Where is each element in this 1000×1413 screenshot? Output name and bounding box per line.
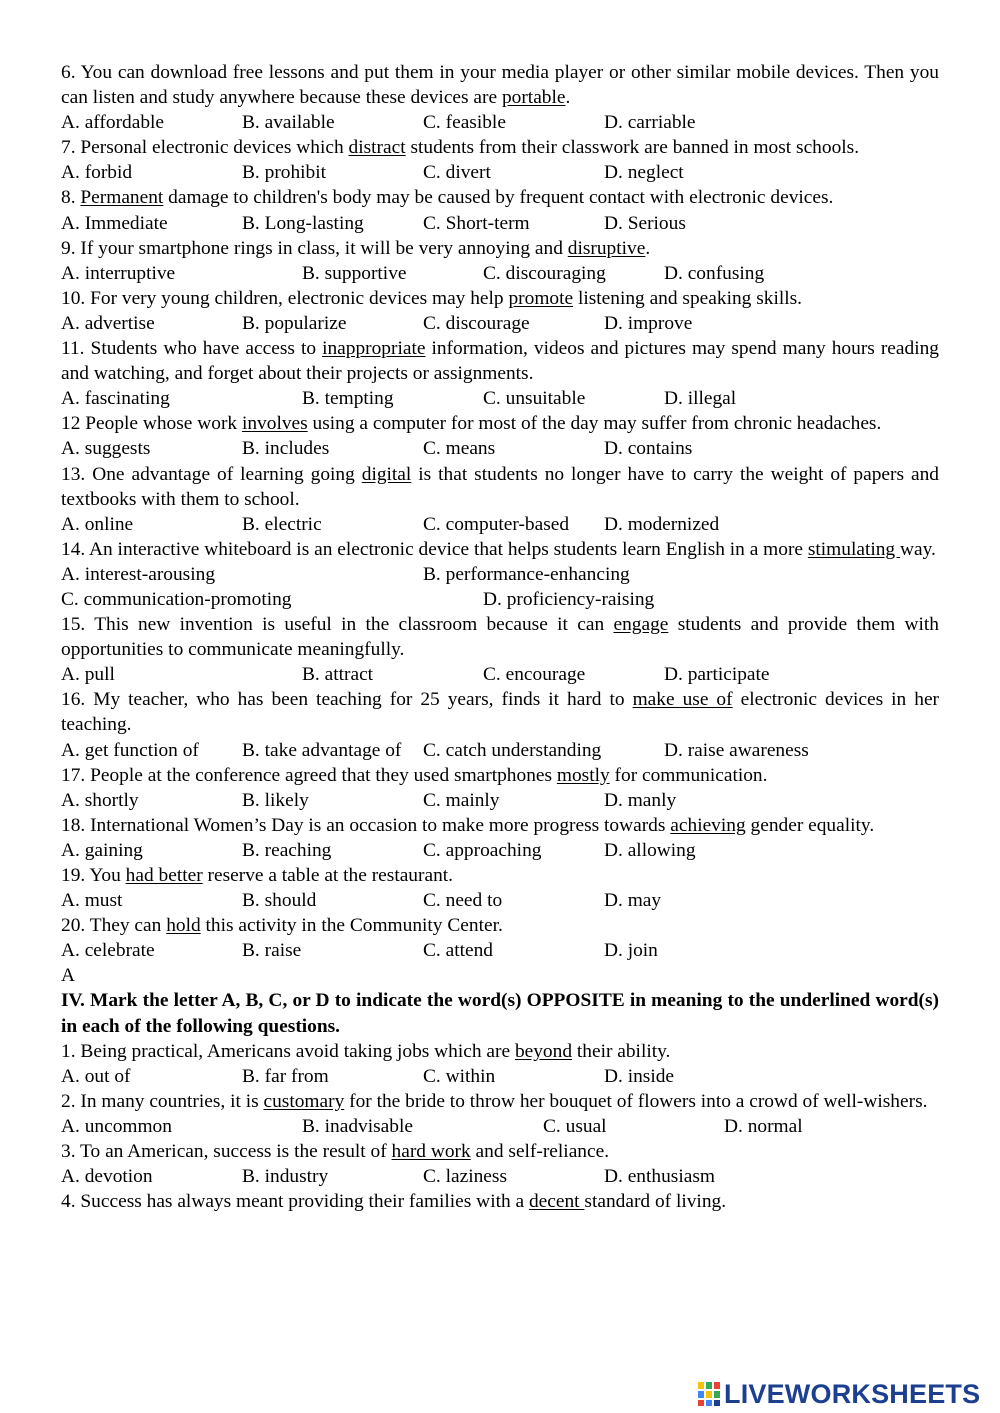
worksheet-content [61,60,939,1214]
answer-options [61,261,939,286]
opposite-question-4 [61,1189,939,1214]
option-d[interactable]: D. may [604,890,662,912]
option-c[interactable]: C. within [423,1065,496,1087]
stem-text: 8. [61,187,81,209]
opposite-question-1 [61,1039,939,1089]
answer-options [61,436,939,461]
stray-letter: A [61,965,76,987]
stem-text: electronic devices in her teaching. [61,689,940,736]
stem-text: 16. My teacher, who has been teaching for 25 years, finds it hard to [61,689,633,711]
stem-text: 9. If your smartphone rings in class, it will be very annoying and [61,237,568,259]
option-b[interactable]: B. inadvisable [302,1115,413,1137]
underlined-word: inappropriate [322,338,426,360]
answer-options [61,662,939,687]
question-stem [61,60,939,110]
answer-options [61,512,939,537]
question-stem [61,336,939,386]
option-c[interactable]: C. unsuitable [483,388,586,410]
answer-options [61,788,939,813]
option-d[interactable]: D. carriable [604,112,696,134]
option-c[interactable]: C. laziness [423,1166,508,1188]
underlined-word: had better [125,865,203,886]
option-d[interactable]: D. join [604,940,658,962]
underlined-word: hard work [391,1141,471,1163]
question-stem [61,863,939,888]
option-b[interactable]: B. tempting [302,388,394,410]
underlined-word: decent [528,1191,585,1213]
option-d[interactable]: D. manly [604,789,677,811]
question-stem [61,687,939,737]
stem-text: their ability. [572,1040,671,1062]
question-stem [61,913,939,938]
question-18 [61,813,939,863]
answer-options [61,386,939,411]
option-b[interactable]: B. should [242,890,317,912]
stem-text: 15. This new invention is useful in the classroom because it can [61,614,614,636]
question-17 [61,763,939,813]
answer-options [61,587,939,612]
option-d[interactable]: D. allowing [604,839,696,861]
underlined-word: involves [241,413,308,435]
answer-options [61,311,939,336]
option-b[interactable]: B. take advantage of [242,739,402,761]
question-stem [61,135,939,160]
option-a[interactable]: A. affordable [61,112,165,134]
answer-options [61,1164,939,1189]
option-a[interactable]: A. shortly [61,789,139,811]
stem-text: for the bride to throw her bouquet of flowers into a crowd of well-wishers. [344,1090,928,1112]
underlined-word: engage [613,614,669,636]
question-stem [61,462,939,512]
option-c[interactable]: C. attend [423,940,494,962]
question-stem [61,1039,939,1064]
underlined-word: customary [263,1090,345,1112]
option-c[interactable]: C. usual [543,1115,607,1137]
opposite-question-3 [61,1139,939,1189]
option-d[interactable]: D. raise awareness [664,739,809,761]
stem-text: 20. They can [61,915,167,937]
stem-text: 2. In many countries, it is [61,1090,264,1112]
option-a[interactable]: A. gaining [61,839,143,861]
question-19 [61,863,939,913]
question-stem [61,1139,939,1164]
option-c[interactable]: C. catch understanding [423,739,602,761]
option-c[interactable]: C. discourage [423,312,530,334]
question-stem [61,286,939,311]
question-stem [61,537,939,562]
question-stem [61,612,939,662]
option-d[interactable]: D. inside [604,1065,675,1087]
option-a[interactable]: A. uncommon [61,1115,172,1137]
stem-text: way. [899,538,936,560]
stem-text: using a computer for most of the day may suffer from chronic headaches. [307,413,882,435]
question-15 [61,612,939,687]
option-a[interactable]: A. celebrate [61,940,155,962]
stem-text: 13. One advantage of learning going [61,463,362,485]
underlined-word: make use of [632,689,733,711]
question-stem [61,1189,939,1214]
stem-text: standard of living. [584,1191,727,1213]
stem-text: students and provide them with opportunities to communicate meaningfully. [61,614,939,661]
section-iv-heading: IV. Mark the letter A, B, C, or D to indicate the word(s) OPPOSITE in meaning to the underlined word(s) in each of the following questions. [61,990,939,1037]
stem-text: 10. For very young children, electronic devices may help [61,287,509,309]
question-20 [61,913,939,963]
option-b[interactable]: B. electric [242,513,322,535]
stem-text: for communication. [609,764,768,786]
question-stem [61,813,939,838]
answer-options [61,938,939,963]
answer-options [61,562,939,587]
underlined-word: promote [508,287,574,309]
question-stem [61,1089,939,1114]
stem-text: this activity in the Community Center. [200,915,503,937]
answer-options [61,838,939,863]
option-c[interactable]: C. Short-term [423,212,530,234]
option-d[interactable]: D. enthusiasm [604,1166,715,1188]
answer-options [61,738,939,763]
option-d[interactable]: D. proficiency-raising [483,588,655,610]
answer-options [61,1114,939,1139]
underlined-word: stimulating [807,538,900,560]
option-d[interactable]: D. participate [664,664,770,686]
question-13 [61,462,939,537]
option-d[interactable]: D. improve [604,312,693,334]
stem-text: 19. You [61,865,126,886]
underlined-word: disruptive [567,237,646,259]
option-b[interactable]: B. supportive [302,262,407,284]
question-14 [61,537,939,612]
option-a[interactable]: A. pull [61,664,115,686]
underlined-word: digital [361,463,412,485]
answer-options [61,110,939,135]
option-a[interactable]: A. online [61,513,134,535]
question-10 [61,286,939,336]
option-d[interactable]: D. confusing [664,262,765,284]
underlined-word: portable [501,87,566,109]
option-b[interactable]: B. performance-enhancing [423,563,630,585]
option-c[interactable]: C. computer-based [423,513,570,535]
option-b[interactable]: B. popularize [242,312,347,334]
question-stem [61,763,939,788]
stem-text: 12 People whose work [61,413,242,435]
option-c[interactable]: C. divert [423,162,491,184]
option-c[interactable]: C. encourage [483,664,586,686]
underlined-word: beyond [514,1040,573,1062]
underlined-word: Permanent [80,187,164,209]
option-b[interactable]: B. likely [242,789,309,811]
stem-text: gender equality. [745,814,875,836]
stem-text: damage to children's body may be caused by frequent contact with electronic devices. [163,187,834,209]
option-d[interactable]: D. modernized [604,513,720,535]
option-c[interactable]: C. feasible [423,112,506,134]
option-d[interactable]: D. normal [724,1115,803,1137]
stem-text: 1. Being practical, Americans avoid taking jobs which are [61,1040,515,1062]
option-a[interactable]: A. interruptive [61,262,176,284]
stem-text: 18. International Women’s Day is an occasion to make more progress towards [61,814,671,836]
option-b[interactable]: B. far from [242,1065,329,1087]
opposite-question-2 [61,1089,939,1139]
answer-options [61,211,939,236]
watermark-text: LIVEWORKSHEETS [724,1378,981,1409]
option-a[interactable]: A. get function of [61,739,199,761]
option-c[interactable]: C. discouraging [483,262,606,284]
answer-options [61,888,939,913]
option-d[interactable]: D. Serious [604,212,686,234]
question-6 [61,60,939,135]
option-d[interactable]: D. neglect [604,162,684,184]
option-a[interactable]: A. advertise [61,312,155,334]
stem-text: students from their classwork are banned in most schools. [405,137,860,159]
option-a[interactable]: A. must [61,890,123,912]
stem-text: listening and speaking skills. [573,287,802,309]
option-a[interactable]: A. devotion [61,1166,153,1188]
stem-text: 17. People at the conference agreed that they used smartphones [61,764,557,786]
question-7 [61,135,939,185]
option-a[interactable]: A. Immediate [61,212,168,234]
option-b[interactable]: B. available [242,112,335,134]
option-b[interactable]: B. attract [302,664,374,686]
answer-options [61,160,939,185]
option-a[interactable]: A. fascinating [61,388,170,410]
option-b[interactable]: B. reaching [242,839,332,861]
underlined-word: distract [348,137,406,159]
option-b[interactable]: B. raise [242,940,302,962]
stem-text: 4. Success has always meant providing their families with a [61,1191,529,1213]
answer-options [61,1064,939,1089]
question-stem [61,236,939,261]
question-9 [61,236,939,286]
option-a[interactable]: A. forbid [61,162,133,184]
question-11 [61,336,939,411]
option-b[interactable]: B. includes [242,438,330,460]
question-8 [61,185,939,235]
option-a[interactable]: A. out of [61,1065,131,1087]
stem-text: information, videos and pictures may spend many hours reading and watching, and forget about their projects or assignments. [61,338,939,385]
option-b[interactable]: B. Long-lasting [242,212,364,234]
question-12 [61,411,939,461]
underlined-word: achieving [670,814,746,836]
option-a[interactable]: A. suggests [61,438,151,460]
stem-text: 14. An interactive whiteboard is an electronic device that helps students learn English in a more [61,538,808,560]
liveworksheets-logo-icon [697,1381,721,1407]
stem-text: is that students no longer have to carry the weight of papers and textbooks with them to school. [61,463,939,510]
option-d[interactable]: D. contains [604,438,693,460]
option-c[interactable]: C. mainly [423,789,500,811]
question-stem [61,411,939,436]
stem-text: 3. To an American, success is the result of [61,1141,392,1163]
stem-text: . [645,237,651,259]
option-c[interactable]: C. communication-promoting [61,588,292,610]
stem-text: 11. Students who have access to [61,338,323,360]
underlined-word: mostly [556,764,610,786]
option-a[interactable]: A. interest-arousing [61,563,216,585]
liveworksheets-logo [697,1378,980,1410]
underlined-word: hold [166,915,201,937]
option-b[interactable]: B. industry [242,1166,329,1188]
question-16 [61,687,939,762]
option-d[interactable]: D. illegal [664,388,737,410]
option-b[interactable]: B. prohibit [242,162,327,184]
stem-text: 7. Personal electronic devices which [61,137,349,159]
option-c[interactable]: C. need to [423,890,503,912]
option-c[interactable]: C. approaching [423,839,542,861]
stem-text: . [565,87,571,109]
stem-text: 6. You can download free lessons and put them in your media player or other similar mobile devices. Then you can listen and study anywhere because these devices are [61,62,939,109]
option-c[interactable]: C. means [423,438,496,460]
stem-text: reserve a table at the restaurant. [202,865,453,886]
question-stem [61,185,939,210]
stem-text: and self-reliance. [470,1141,610,1163]
